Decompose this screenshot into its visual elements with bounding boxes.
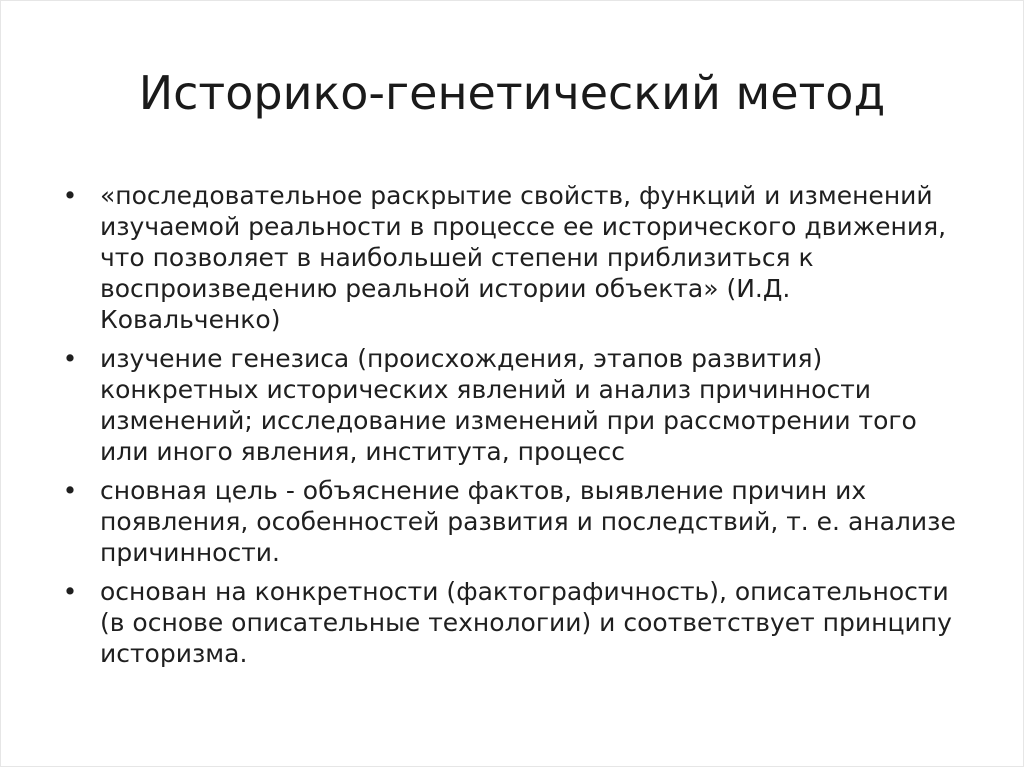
bullet-dot-icon: • (62, 344, 78, 373)
slide-title: Историко-генетический метод (138, 66, 886, 120)
bullet-text: «последовательное раскрытие свойств, функций и изменений изучаемой реальности в процессе ее исторического движения, что позволяет в наибольшей степени приблизиться к воспроизведению реальной истории объекта» (И.Д. Ковальченко) (100, 181, 947, 334)
bullet-item (60, 475, 960, 568)
bullet-item (60, 180, 960, 335)
bullet-text: изучение генезиса (происхождения, этапов развития) конкретных исторических явлений и анализ причинности изменений; исследование изменений при рассмотрении того или иного явления, института, процесс (100, 344, 917, 466)
bullet-text: сновная цель - объяснение фактов, выявление причин их появления, особенностей развития и последствий, т. е. анализе причинности. (100, 476, 956, 567)
bullet-item (60, 343, 960, 467)
bullet-dot-icon: • (62, 476, 78, 505)
bullet-list (60, 180, 960, 677)
bullet-dot-icon: • (62, 181, 78, 210)
bullet-text: основан на конкретности (фактографичность), описательности (в основе описательные технологии) и соответствует принципу историзма. (100, 577, 952, 668)
bullet-dot-icon: • (62, 577, 78, 606)
bullet-item (60, 576, 960, 669)
